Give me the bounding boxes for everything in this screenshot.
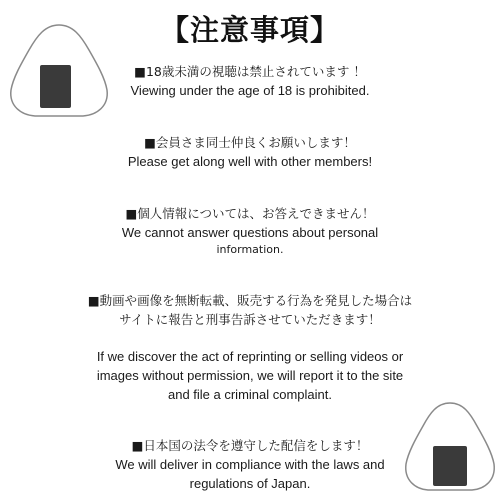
notice-age-restriction [40,62,460,100]
notice-en: We cannot answer questions about personal [121,225,379,240]
notice-jp: ■18歳未満の視聴は禁止されています ！ [134,64,366,79]
notice-en-line1: We will deliver in compliance with the laws and [115,457,385,472]
notice-en-line2: regulations of Japan. [189,476,311,491]
notice-personal-info [40,204,460,258]
notice-jp: ■会員さま同士仲良くお願いします！ [144,135,356,150]
notice-en-line1: If we discover the act of reprinting or selling videos or [96,349,404,364]
notice-get-along [40,133,460,171]
notice-en-line3: and file a criminal complaint. [167,387,333,402]
notice-jp-line2: サイトに報告と刑事告訴させていただきます！ [119,312,381,327]
notice-en: Viewing under the age of 18 is prohibited. [130,83,370,98]
page-title: 【注意事項】 [159,13,340,47]
notice-jp-line1: ■動画や画像を無断転載、販売する行為を発見した場合は [87,293,413,308]
notice-en: Please get along well with other members! [127,154,373,169]
notice-unauthorized-reprint [40,291,460,404]
notice-jp: ■日本国の法令を遵守した配信をします！ [131,438,369,453]
notice-en-continued: information. [216,243,284,256]
notice-en-line2: images without permission, we will report it to the site [96,368,404,383]
notice-jp: ■個人情報については、お答えできません！ [125,206,375,221]
notice-legal-compliance [40,436,460,493]
